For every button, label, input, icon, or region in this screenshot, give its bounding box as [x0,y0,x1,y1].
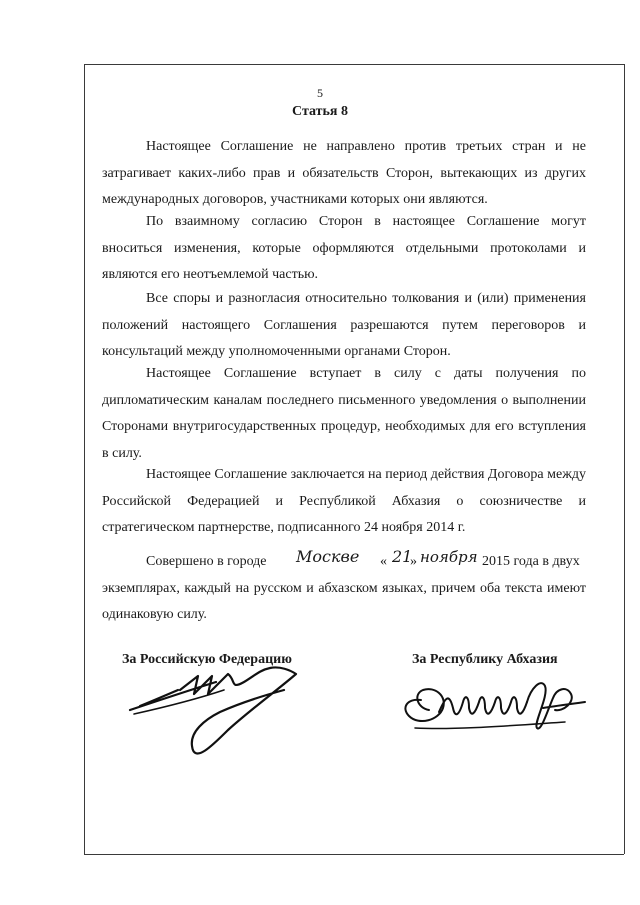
paragraph-2: По взаимному согласию Сторон в настоящее Соглашение могут вноситься изменения, которые оформляются отдельными протоколами и являются его неотъемлемой частью. [102,214,586,282]
closing-rest: экземплярах, каждый на русском и абхазском языках, причем оба текста имеют одинаковую силу. [102,580,586,622]
page-border-left [84,64,85,854]
signature-abkhazia [395,668,595,748]
closing-lead: Совершено в городе [146,554,267,569]
page-border-bottom [84,854,624,855]
closing-first-line [102,549,586,576]
signature-label-russia: За Российскую Федерацию [122,652,292,667]
page-border-top [84,64,624,65]
closing-year-text: 2015 года в двух [482,554,580,569]
page-border-right [624,64,625,854]
handwritten-day: 21 [392,547,413,566]
paragraph-5: Настоящее Соглашение заключается на период действия Договора между Российской Федерацией и Республикой Абхазия о союзничестве и стратегическом партнерстве, подписанного 24 ноября 2014 г. [102,467,586,535]
signature-russia [120,660,320,770]
paragraph-4: Настоящее Соглашение вступает в силу с даты получения по дипломатическим каналам последнего письменного уведомления о выполнении Сторонами внутригосударственных процедур, необходимых для его вступления в силу. [102,366,586,461]
handwritten-month: ноября [420,548,478,566]
handwritten-city: Москве [296,547,360,566]
article-title: Статья 8 [292,104,348,119]
signature-label-abkhazia: За Республику Абхазия [412,652,558,667]
date-open-quote: « [380,554,387,569]
date-close-quote: » [410,554,417,569]
paragraph-1: Настоящее Соглашение не направлено против третьих стран и не затрагивает каких-либо прав и обязательств Сторон, вытекающих из других международных договоров, участниками которых они являются. [102,139,586,207]
paragraph-3: Все споры и разногласия относительно толкования и (или) применения положений настоящего Соглашения разрешаются путем переговоров и консультаций между уполномоченными органами Сторон. [102,291,586,359]
page-number: 5 [317,86,323,100]
closing-paragraph [102,549,586,629]
